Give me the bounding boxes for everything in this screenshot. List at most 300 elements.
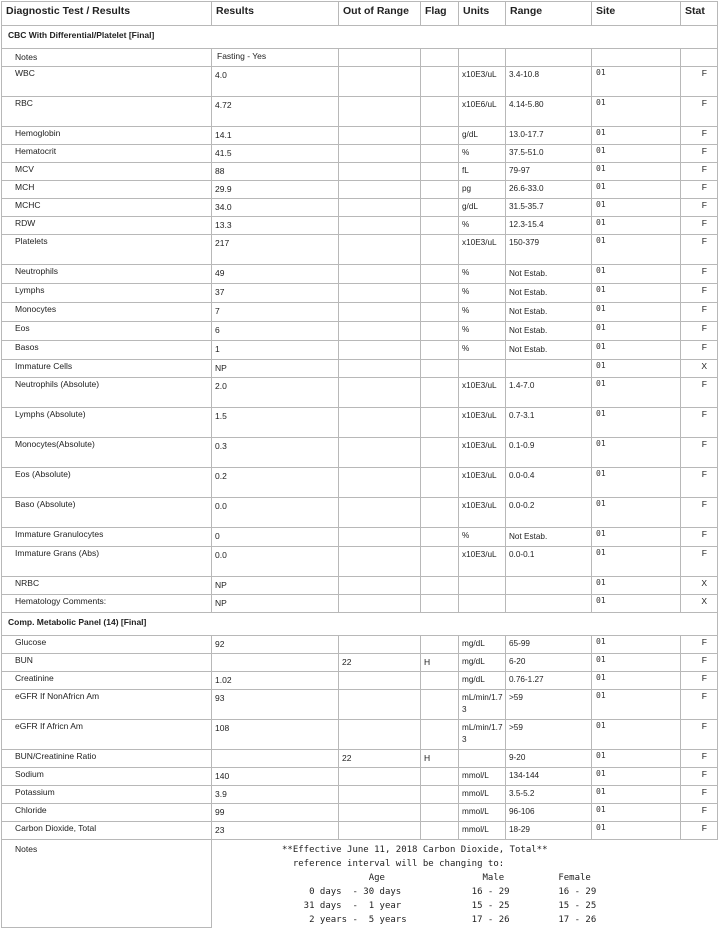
site-code: 01 [592, 67, 681, 97]
table-row [2, 547, 718, 577]
test-name: eGFR If NonAfricn Am [2, 690, 212, 720]
out-of-range-value [339, 595, 421, 613]
lab-results-table [1, 1, 718, 928]
test-name: Lymphs (Absolute) [2, 408, 212, 438]
status-code: F [681, 67, 718, 97]
flag-value [421, 322, 459, 341]
site-code: 01 [592, 378, 681, 408]
units-value: % [459, 217, 506, 235]
table-row [2, 341, 718, 360]
col-header-test: Diagnostic Test / Results [2, 2, 212, 26]
test-name: Creatinine [2, 672, 212, 690]
result-value: 34.0 [212, 199, 339, 217]
result-value: 0 [212, 528, 339, 547]
test-name: Chloride [2, 804, 212, 822]
reference-range: 65-99 [506, 636, 592, 654]
status-code: F [681, 378, 718, 408]
reference-range: 0.76-1.27 [506, 672, 592, 690]
out-of-range-value [339, 284, 421, 303]
site-code: 01 [592, 468, 681, 498]
status-code: X [681, 595, 718, 613]
section-header-cbc [2, 26, 718, 49]
result-value: 1.02 [212, 672, 339, 690]
site-code: 01 [592, 341, 681, 360]
table-row [2, 265, 718, 284]
flag-value [421, 720, 459, 750]
table-row [2, 360, 718, 378]
site-code: 01 [592, 199, 681, 217]
site-code: 01 [592, 720, 681, 750]
note-line: 2 years - 5 years 17 - 26 17 - 26 [282, 915, 597, 925]
flag-value [421, 67, 459, 97]
reference-range: 0.1-0.9 [506, 438, 592, 468]
test-name: Immature Cells [2, 360, 212, 378]
reference-range: 13.0-17.7 [506, 127, 592, 145]
result-value [212, 750, 339, 768]
flag-value [421, 636, 459, 654]
cmp-notes-row [2, 840, 718, 928]
site-code: 01 [592, 636, 681, 654]
units-value: % [459, 528, 506, 547]
table-row [2, 97, 718, 127]
reference-range: Not Estab. [506, 341, 592, 360]
units-value: % [459, 265, 506, 284]
table-row [2, 654, 718, 672]
table-row [2, 284, 718, 303]
table-row [2, 145, 718, 163]
table-row [2, 322, 718, 341]
col-header-range: Range [506, 2, 592, 26]
flag-value [421, 181, 459, 199]
col-header-units: Units [459, 2, 506, 26]
units-value [459, 595, 506, 613]
test-name: MCH [2, 181, 212, 199]
site-code: 01 [592, 360, 681, 378]
reference-range: 150-379 [506, 235, 592, 265]
result-value: 49 [212, 265, 339, 284]
reference-range: 0.0-0.2 [506, 498, 592, 528]
site-code: 01 [592, 438, 681, 468]
status-code: X [681, 577, 718, 595]
table-row [2, 750, 718, 768]
out-of-range-value [339, 804, 421, 822]
flag-value [421, 145, 459, 163]
test-name: WBC [2, 67, 212, 97]
reference-range: 79-97 [506, 163, 592, 181]
table-row [2, 235, 718, 265]
result-value: NP [212, 577, 339, 595]
units-value: x10E3/uL [459, 235, 506, 265]
result-value: 6 [212, 322, 339, 341]
out-of-range-value [339, 378, 421, 408]
site-code: 01 [592, 97, 681, 127]
site-code: 01 [592, 235, 681, 265]
reference-range: 26.6-33.0 [506, 181, 592, 199]
status-code: F [681, 408, 718, 438]
units-value: mL/min/1.73 [459, 690, 506, 720]
test-name: Eos (Absolute) [2, 468, 212, 498]
site-code: 01 [592, 768, 681, 786]
table-row [2, 67, 718, 97]
status-code: X [681, 360, 718, 378]
units-value: % [459, 303, 506, 322]
table-row [2, 127, 718, 145]
reference-range: 6-20 [506, 654, 592, 672]
carbon-dioxide-note [212, 840, 718, 927]
test-name: Eos [2, 322, 212, 341]
flag-value [421, 822, 459, 840]
out-of-range-value [339, 408, 421, 438]
flag-value [421, 199, 459, 217]
table-row [2, 636, 718, 654]
out-of-range-value [339, 768, 421, 786]
status-code: F [681, 163, 718, 181]
result-value: 93 [212, 690, 339, 720]
test-name: NRBC [2, 577, 212, 595]
reference-range: >59 [506, 720, 592, 750]
out-of-range-value [339, 636, 421, 654]
out-of-range-value [339, 303, 421, 322]
result-value: 2.0 [212, 378, 339, 408]
result-value: 0.0 [212, 547, 339, 577]
out-of-range-value [339, 547, 421, 577]
status-code: F [681, 199, 718, 217]
reference-range: 4.14-5.80 [506, 97, 592, 127]
site-code: 01 [592, 145, 681, 163]
test-name: Hemoglobin [2, 127, 212, 145]
test-name: Immature Granulocytes [2, 528, 212, 547]
test-name: Monocytes(Absolute) [2, 438, 212, 468]
table-row [2, 303, 718, 322]
test-name: Glucose [2, 636, 212, 654]
header-row [2, 2, 718, 26]
flag-value [421, 284, 459, 303]
test-name: Lymphs [2, 284, 212, 303]
result-value: 140 [212, 768, 339, 786]
site-code: 01 [592, 547, 681, 577]
test-name: Platelets [2, 235, 212, 265]
units-value: x10E3/uL [459, 378, 506, 408]
table-row [2, 528, 718, 547]
units-value: % [459, 341, 506, 360]
flag-value [421, 217, 459, 235]
flag-value [421, 672, 459, 690]
out-of-range-value [339, 786, 421, 804]
units-value: x10E3/uL [459, 408, 506, 438]
out-of-range-value: 22 [339, 750, 421, 768]
col-header-flag: Flag [421, 2, 459, 26]
result-value: 3.9 [212, 786, 339, 804]
reference-range [506, 595, 592, 613]
result-value: 4.72 [212, 97, 339, 127]
site-code: 01 [592, 804, 681, 822]
out-of-range-value [339, 528, 421, 547]
flag-value: H [421, 750, 459, 768]
notes-value: Fasting - Yes [212, 49, 339, 67]
test-name: Potassium [2, 786, 212, 804]
out-of-range-value [339, 341, 421, 360]
flag-value [421, 498, 459, 528]
flag-value [421, 468, 459, 498]
reference-range: Not Estab. [506, 303, 592, 322]
reference-range: Not Estab. [506, 284, 592, 303]
out-of-range-value [339, 822, 421, 840]
result-value: 0.3 [212, 438, 339, 468]
out-of-range-value [339, 67, 421, 97]
status-code: F [681, 127, 718, 145]
status-code: F [681, 672, 718, 690]
status-code: F [681, 468, 718, 498]
reference-range: 134-144 [506, 768, 592, 786]
status-code: F [681, 636, 718, 654]
out-of-range-value [339, 127, 421, 145]
table-row [2, 181, 718, 199]
note-line: Age Male Female [282, 873, 591, 883]
reference-range: 18-29 [506, 822, 592, 840]
table-row [2, 408, 718, 438]
table-row [2, 438, 718, 468]
out-of-range-value [339, 163, 421, 181]
result-value: 88 [212, 163, 339, 181]
test-name: Basos [2, 341, 212, 360]
table-row [2, 498, 718, 528]
flag-value [421, 378, 459, 408]
flag-value [421, 690, 459, 720]
test-name: RDW [2, 217, 212, 235]
test-name: BUN/Creatinine Ratio [2, 750, 212, 768]
flag-value [421, 547, 459, 577]
status-code: F [681, 528, 718, 547]
out-of-range-value [339, 498, 421, 528]
cmp-notes-label: Notes [2, 840, 212, 928]
reference-range: 96-106 [506, 804, 592, 822]
flag-value [421, 577, 459, 595]
table-row [2, 199, 718, 217]
out-of-range-value [339, 468, 421, 498]
col-header-stat: Stat [681, 2, 718, 26]
test-name: BUN [2, 654, 212, 672]
site-code: 01 [592, 163, 681, 181]
col-header-site: Site [592, 2, 681, 26]
flag-value [421, 408, 459, 438]
reference-range: 0.0-0.1 [506, 547, 592, 577]
reference-range: 0.0-0.4 [506, 468, 592, 498]
result-value: 29.9 [212, 181, 339, 199]
status-code: F [681, 720, 718, 750]
reference-range: 31.5-35.7 [506, 199, 592, 217]
site-code: 01 [592, 672, 681, 690]
units-value: x10E6/uL [459, 97, 506, 127]
table-row [2, 720, 718, 750]
status-code: F [681, 341, 718, 360]
test-name: Hematocrit [2, 145, 212, 163]
site-code: 01 [592, 127, 681, 145]
units-value: mL/min/1.73 [459, 720, 506, 750]
cmp-notes-text [212, 840, 718, 928]
flag-value [421, 595, 459, 613]
result-value: NP [212, 595, 339, 613]
status-code: F [681, 654, 718, 672]
out-of-range-value [339, 199, 421, 217]
out-of-range-value [339, 672, 421, 690]
reference-range: 3.5-5.2 [506, 786, 592, 804]
site-code: 01 [592, 654, 681, 672]
site-code: 01 [592, 217, 681, 235]
out-of-range-value [339, 265, 421, 284]
status-code: F [681, 750, 718, 768]
status-code: F [681, 265, 718, 284]
flag-value [421, 804, 459, 822]
status-code: F [681, 690, 718, 720]
units-value: mmol/L [459, 804, 506, 822]
table-row [2, 217, 718, 235]
status-code: F [681, 284, 718, 303]
site-code: 01 [592, 303, 681, 322]
site-code: 01 [592, 595, 681, 613]
out-of-range-value [339, 97, 421, 127]
table-row [2, 468, 718, 498]
units-value: % [459, 322, 506, 341]
out-of-range-value [339, 720, 421, 750]
flag-value [421, 768, 459, 786]
reference-range: Not Estab. [506, 265, 592, 284]
result-value: 4.0 [212, 67, 339, 97]
table-row [2, 672, 718, 690]
units-value: x10E3/uL [459, 67, 506, 97]
result-value: 217 [212, 235, 339, 265]
table-row [2, 690, 718, 720]
flag-value [421, 303, 459, 322]
flag-value [421, 265, 459, 284]
test-name: Hematology Comments: [2, 595, 212, 613]
site-code: 01 [592, 690, 681, 720]
site-code: 01 [592, 528, 681, 547]
status-code: F [681, 547, 718, 577]
site-code: 01 [592, 577, 681, 595]
out-of-range-value [339, 690, 421, 720]
note-line: 31 days - 1 year 15 - 25 15 - 25 [282, 901, 597, 911]
test-name: Immature Grans (Abs) [2, 547, 212, 577]
units-value [459, 750, 506, 768]
test-name: MCV [2, 163, 212, 181]
units-value: x10E3/uL [459, 498, 506, 528]
status-code: F [681, 786, 718, 804]
flag-value [421, 528, 459, 547]
units-value [459, 360, 506, 378]
result-value: 0.2 [212, 468, 339, 498]
flag-value [421, 127, 459, 145]
reference-range: Not Estab. [506, 322, 592, 341]
result-value: 1.5 [212, 408, 339, 438]
units-value: mg/dL [459, 672, 506, 690]
site-code: 01 [592, 750, 681, 768]
reference-range: 3.4-10.8 [506, 67, 592, 97]
result-value: 92 [212, 636, 339, 654]
flag-value [421, 341, 459, 360]
out-of-range-value [339, 217, 421, 235]
reference-range [506, 577, 592, 595]
flag-value [421, 786, 459, 804]
units-value: mmol/L [459, 786, 506, 804]
units-value: % [459, 284, 506, 303]
result-value: 7 [212, 303, 339, 322]
flag-value [421, 438, 459, 468]
table-row [2, 822, 718, 840]
flag-value [421, 235, 459, 265]
flag-value [421, 97, 459, 127]
units-value: fL [459, 163, 506, 181]
test-name: Sodium [2, 768, 212, 786]
note-line: 0 days - 30 days 16 - 29 16 - 29 [282, 887, 597, 897]
section-title: CBC With Differential/Platelet [Final] [2, 26, 212, 49]
col-header-results: Results [212, 2, 339, 26]
note-line: **Effective June 11, 2018 Carbon Dioxide, Total** [282, 845, 548, 855]
site-code: 01 [592, 181, 681, 199]
table-row [2, 577, 718, 595]
units-value: mmol/L [459, 768, 506, 786]
test-name: MCHC [2, 199, 212, 217]
result-value: 14.1 [212, 127, 339, 145]
test-name: Neutrophils (Absolute) [2, 378, 212, 408]
col-header-out-of-range: Out of Range [339, 2, 421, 26]
site-code: 01 [592, 408, 681, 438]
table-row [2, 804, 718, 822]
section-header-cmp [2, 613, 718, 636]
result-value [212, 654, 339, 672]
units-value: x10E3/uL [459, 468, 506, 498]
reference-range: >59 [506, 690, 592, 720]
table-row [2, 786, 718, 804]
notes-label: Notes [2, 49, 212, 67]
result-value: 1 [212, 341, 339, 360]
table-row [2, 163, 718, 181]
status-code: F [681, 768, 718, 786]
result-value: 108 [212, 720, 339, 750]
units-value: mg/dL [459, 654, 506, 672]
table-row [2, 595, 718, 613]
units-value: mmol/L [459, 822, 506, 840]
flag-value [421, 163, 459, 181]
result-value: 0.0 [212, 498, 339, 528]
status-code: F [681, 217, 718, 235]
units-value: g/dL [459, 199, 506, 217]
reference-range: 9-20 [506, 750, 592, 768]
test-name: RBC [2, 97, 212, 127]
units-value: x10E3/uL [459, 438, 506, 468]
status-code: F [681, 322, 718, 341]
site-code: 01 [592, 284, 681, 303]
reference-range [506, 360, 592, 378]
out-of-range-value [339, 322, 421, 341]
status-code: F [681, 804, 718, 822]
test-name: Baso (Absolute) [2, 498, 212, 528]
table-row [2, 378, 718, 408]
out-of-range-value [339, 438, 421, 468]
reference-range: 0.7-3.1 [506, 408, 592, 438]
table-row [2, 768, 718, 786]
test-name: Neutrophils [2, 265, 212, 284]
flag-value: H [421, 654, 459, 672]
status-code: F [681, 97, 718, 127]
result-value: 37 [212, 284, 339, 303]
flag-value [421, 360, 459, 378]
test-name: Monocytes [2, 303, 212, 322]
units-value: pg [459, 181, 506, 199]
result-value: 41.5 [212, 145, 339, 163]
reference-range: 37.5-51.0 [506, 145, 592, 163]
site-code: 01 [592, 498, 681, 528]
units-value [459, 577, 506, 595]
